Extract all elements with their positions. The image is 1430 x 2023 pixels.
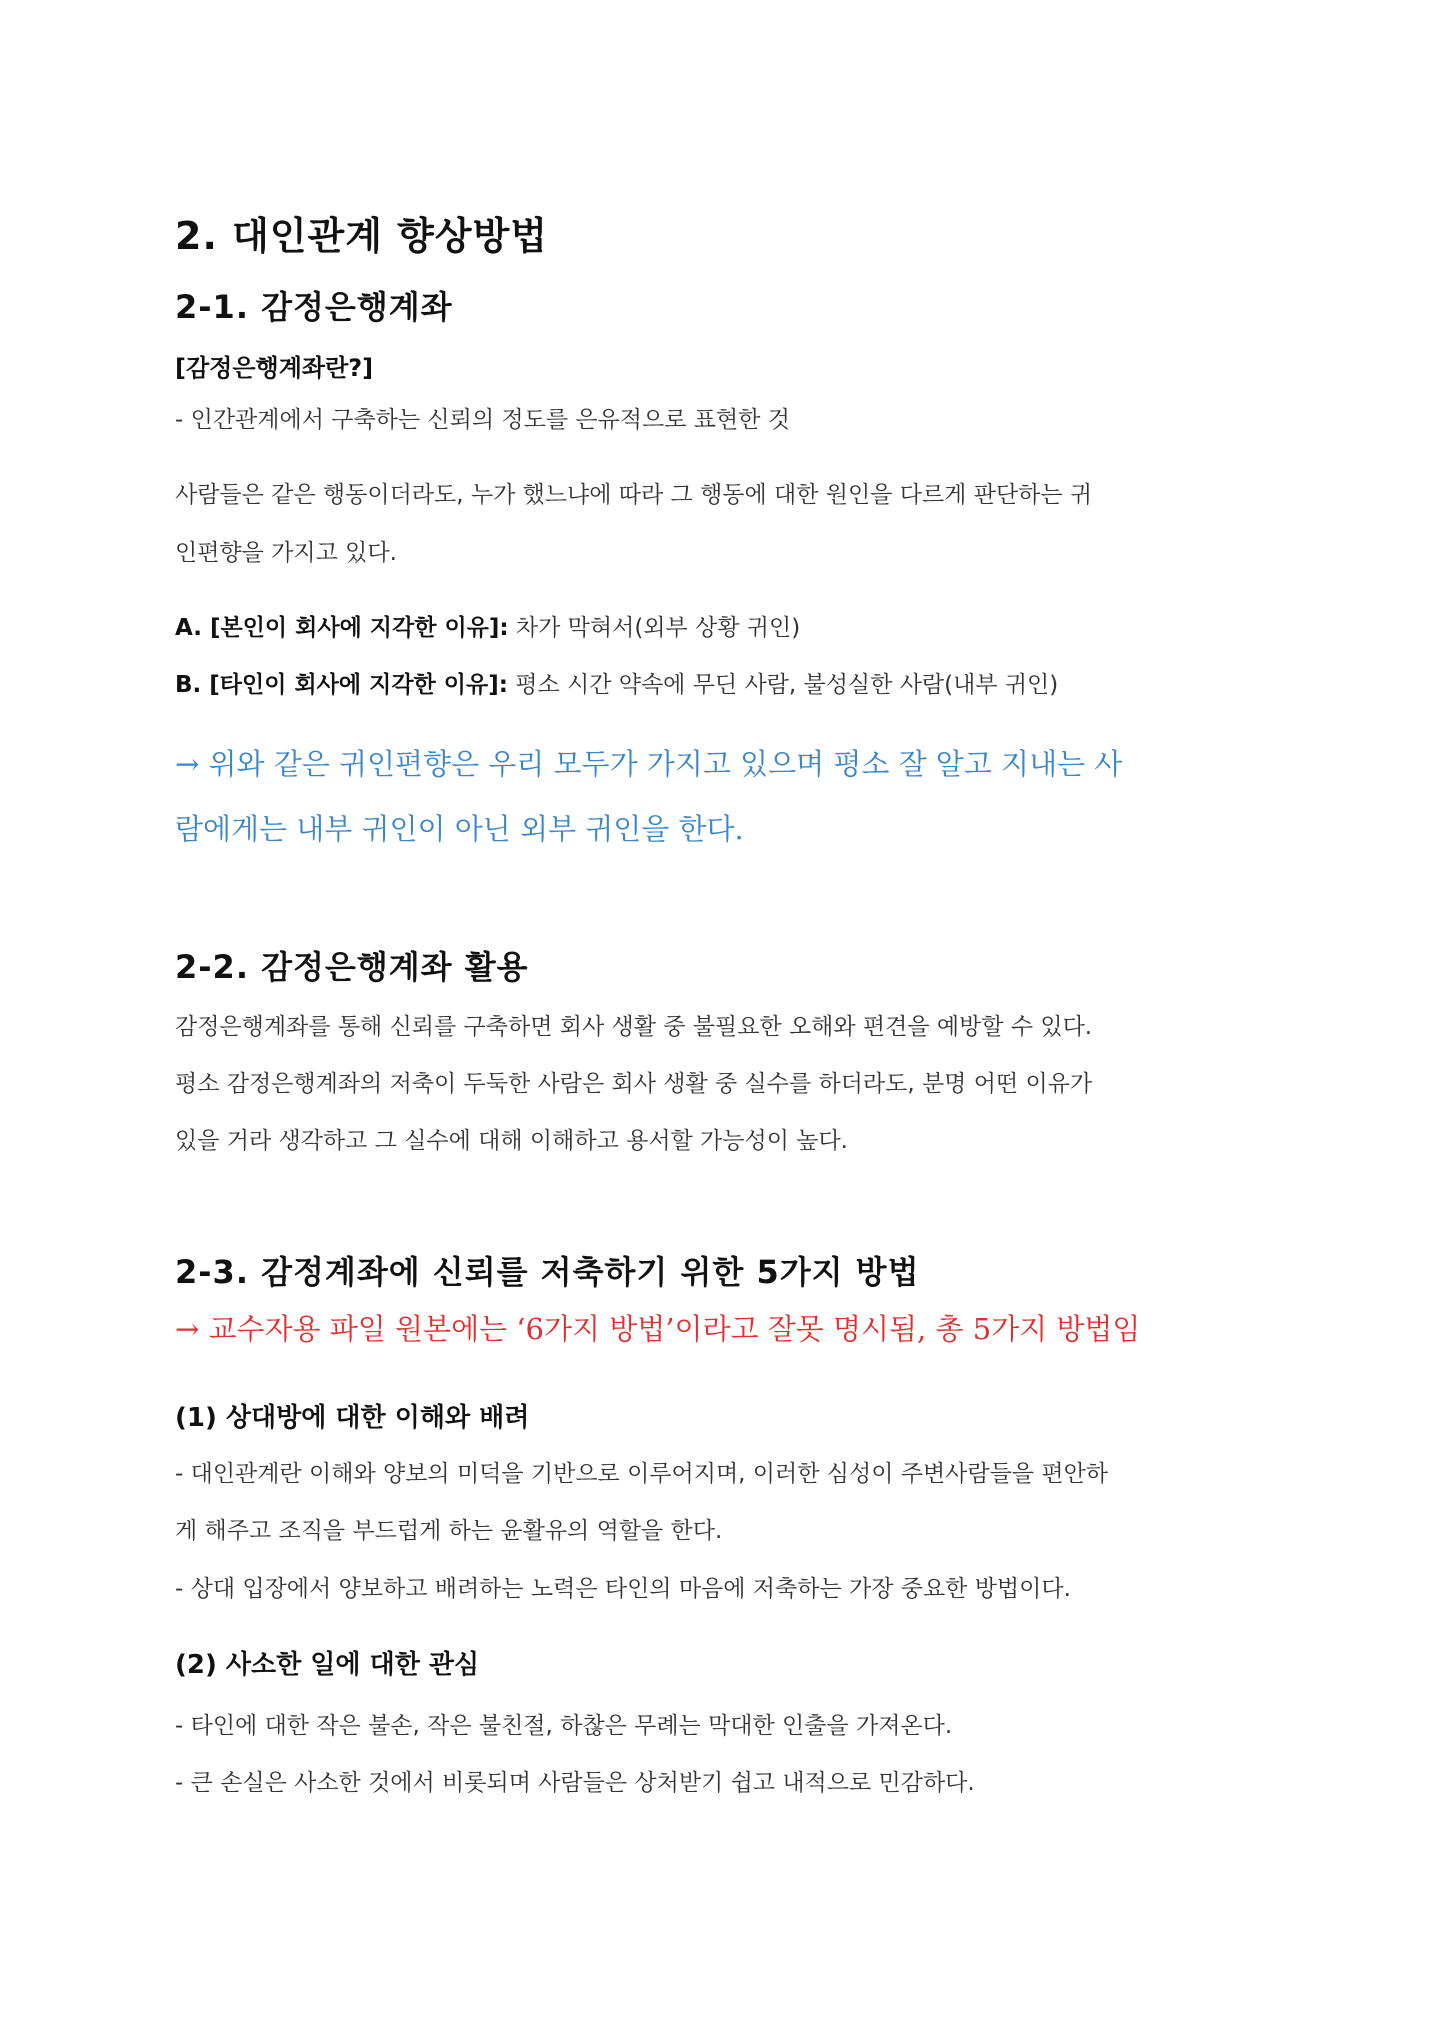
method-1-line-3: - 상대 입장에서 양보하고 배려하는 노력은 타인의 마음에 저축하는 가장 중요한 방법이다. bbox=[175, 1576, 1071, 1602]
definition-text: - 인간관계에서 구축하는 신뢰의 정도를 은유적으로 표현한 것 bbox=[175, 407, 790, 433]
example-a bbox=[175, 613, 1265, 643]
usage-line-3: 있을 거라 생각하고 그 실수에 대해 이해하고 용서할 가능성이 높다. bbox=[175, 1128, 848, 1154]
method-2-line-2: - 큰 손실은 사소한 것에서 비롯되며 사람들은 상처받기 쉽고 내적으로 민감하다. bbox=[175, 1770, 975, 1796]
attribution-note-line-1: → 위와 같은 귀인편향은 우리 모두가 가지고 있으며 평소 잘 알고 지내는 사 bbox=[175, 747, 1123, 781]
method-1-heading: (1) 상대방에 대한 이해와 배려 bbox=[175, 1403, 530, 1433]
paragraph-line-1: 사람들은 같은 행동이더라도, 누가 했느냐에 따라 그 행동에 대한 원인을 다르게 판단하는 귀 bbox=[175, 482, 1093, 508]
attribution-note-line-2: 람에게는 내부 귀인이 아닌 외부 귀인을 한다. bbox=[175, 812, 744, 846]
section-2-1-subheading: [감정은행계좌란?] bbox=[175, 354, 374, 382]
usage-line-2: 평소 감정은행계좌의 저축이 두둑한 사람은 회사 생활 중 실수를 하더라도, 분명 어떤 이유가 bbox=[175, 1071, 1093, 1097]
example-b-text: 평소 시간 약속에 무딘 사람, 불성실한 사람(내부 귀인) bbox=[507, 672, 1059, 698]
paragraph-line-2: 인편향을 가지고 있다. bbox=[175, 540, 397, 566]
example-b-label: B. [타인이 회사에 지각한 이유]: bbox=[175, 672, 508, 698]
usage-line-1: 감정은행계좌를 통해 신뢰를 구축하면 회사 생활 중 불필요한 오해와 편견을 예방할 수 있다. bbox=[175, 1014, 1093, 1040]
section-2-1-heading: 2-1. 감정은행계좌 bbox=[175, 288, 453, 326]
method-2-heading: (2) 사소한 일에 대한 관심 bbox=[175, 1650, 480, 1680]
correction-note: → 교수자용 파일 원본에는 ‘6가지 방법’이라고 잘못 명시됨, 총 5가지 방법임 bbox=[175, 1312, 1141, 1346]
method-2-line-1: - 타인에 대한 작은 불손, 작은 불친절, 하찮은 무례는 막대한 인출을 가져온다. bbox=[175, 1713, 953, 1739]
section-2-heading: 2. 대인관계 향상방법 bbox=[175, 214, 548, 258]
example-a-label: A. [본인이 회사에 지각한 이유]: bbox=[175, 615, 509, 641]
method-1-line-1: - 대인관계란 이해와 양보의 미덕을 기반으로 이루어지며, 이러한 심성이 주변사람들을 편안하 bbox=[175, 1461, 1109, 1487]
example-a-text: 차가 막혀서(외부 상황 귀인) bbox=[508, 615, 801, 641]
section-2-3-heading: 2-3. 감정계좌에 신뢰를 저축하기 위한 5가지 방법 bbox=[175, 1253, 920, 1291]
method-1-line-2: 게 해주고 조직을 부드럽게 하는 윤활유의 역할을 한다. bbox=[175, 1518, 723, 1544]
section-2-2-heading: 2-2. 감정은행계좌 활용 bbox=[175, 948, 529, 986]
example-b bbox=[175, 670, 1265, 700]
